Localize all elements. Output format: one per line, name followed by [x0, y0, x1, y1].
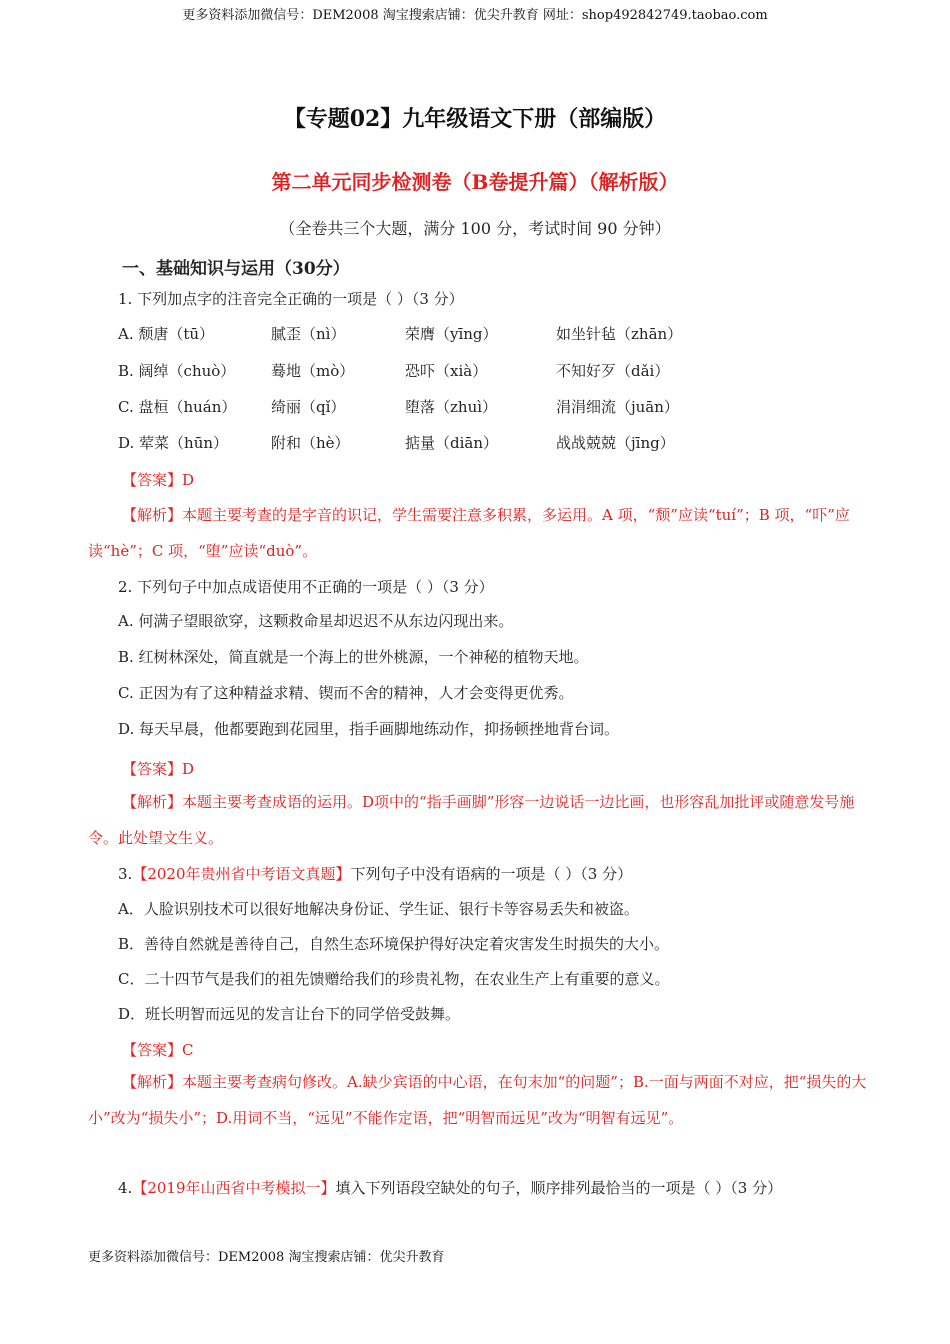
page-subtitle: 第二单元同步检测卷（B卷提升篇）（解析版）	[271, 170, 679, 194]
q3-option-d: D．班长明智而远见的发言让台下的同学倍受鼓舞。	[118, 1005, 461, 1023]
q1-option-b3: 恐吓（xià）	[405, 362, 488, 380]
q2-analysis: 【解析】本题主要考查成语的运用。D项中的“指手画脚”形容一边说话一边比画，也形容乱加批评或随意发号施令。此处望文生义。	[88, 793, 855, 847]
q4-source-tag: 【2019年山西省中考模拟一】	[132, 1179, 336, 1197]
q1-option-c1: C. 盘桓（huán）	[118, 398, 237, 416]
q1-option-b1: B. 阔绰（chuò）	[118, 362, 236, 380]
q2-answer: 【答案】D	[122, 760, 195, 778]
q4-stem: 填入下列语段空缺处的句子，顺序排列最恰当的一项是（ ）（3 分）	[335, 1179, 783, 1197]
q1-option-c2: 绮丽（qǐ）	[271, 398, 346, 416]
q1-option-b4: 不知好歹（dǎi）	[556, 362, 670, 380]
q1-option-d2: 附和（hè）	[271, 434, 350, 452]
q1-option-d4: 战战兢兢（jīng）	[556, 434, 675, 452]
q2-option-a: A. 何满子望眼欲穿，这颗救命星却迟迟不从东边闪现出来。	[118, 612, 514, 630]
q4-number: 4.	[118, 1179, 133, 1197]
q2-stem: 2. 下列句子中加点成语使用不正确的一项是（ ）（3 分）	[118, 578, 494, 596]
q1-option-a3: 荣膺（yīng）	[405, 325, 498, 343]
q2-option-c: C. 正因为有了这种精益求精、锲而不舍的精神，人才会变得更优秀。	[118, 684, 574, 702]
q1-option-b2: 蓦地（mò）	[271, 362, 355, 380]
q1-analysis: 【解析】本题主要考查的是字音的识记，学生需要注意多积累，多运用。A 项，“颓”应读“tuí”；B 项，“吓”应读“hè”；C 项，“堕”应读“duò”。	[88, 506, 850, 560]
page-header: 更多资料添加微信号：DEM2008 淘宝搜索店铺：优尖升教育 网址：shop492842749.taobao.com	[182, 8, 768, 23]
q1-option-c4: 涓涓细流（juān）	[556, 398, 679, 416]
q3-answer: 【答案】C	[122, 1041, 194, 1059]
q3-stem-line	[118, 864, 632, 884]
q3-number: 3.	[118, 865, 133, 883]
q2-option-b: B. 红树林深处，简直就是一个海上的世外桃源，一个神秘的植物天地。	[118, 648, 589, 666]
exam-note: （全卷共三个大题，满分 100 分，考试时间 90 分钟）	[279, 219, 671, 238]
q1-option-a4: 如坐针毡（zhān）	[556, 325, 683, 343]
q1-option-d1: D. 荤菜（hūn）	[118, 434, 229, 452]
q1-stem: 1. 下列加点字的注音完全正确的一项是（ ）（3 分）	[118, 290, 464, 308]
q3-option-b: B．善待自然就是善待自己，自然生态环境保护得好决定着灾害发生时损失的大小。	[118, 935, 670, 953]
q3-analysis: 【解析】本题主要考查病句修改。A.缺少宾语的中心语，在句末加“的问题”；B.一面与两面不对应，把“损失的大小”改为“损失小”；D.用词不当，“远见”不能作定语，把“明智而远见”改为“明智有远见”。	[88, 1073, 867, 1127]
page-footer: 更多资料添加微信号：DEM2008 淘宝搜索店铺：优尖升教育	[88, 1250, 445, 1265]
q3-stem: 下列句子中没有语病的一项是（ ）（3 分）	[350, 865, 633, 883]
q1-option-a1: A. 颓唐（tū）	[118, 325, 215, 343]
q3-option-c: C．二十四节气是我们的祖先馈赠给我们的珍贵礼物，在农业生产上有重要的意义。	[118, 970, 670, 988]
q1-option-d3: 掂量（diān）	[405, 434, 499, 452]
q1-option-c3: 堕落（zhuì）	[405, 398, 498, 416]
q4-stem-line	[88, 1173, 868, 1203]
q1-answer: 【答案】D	[122, 471, 195, 489]
q1-option-a2: 腻歪（nì）	[271, 325, 346, 343]
q2-option-d: D. 每天早晨，他都要跑到花园里，指手画脚地练动作，抑扬顿挫地背台词。	[118, 720, 620, 738]
q3-option-a: A．人脸识别技术可以很好地解决身份证、学生证、银行卡等容易丢失和被盗。	[118, 900, 639, 918]
section-heading: 一、基础知识与运用（30分）	[122, 259, 350, 279]
q3-source-tag: 【2020年贵州省中考语文真题】	[132, 865, 351, 883]
page-title: 【专题02】九年级语文下册（部编版）	[283, 106, 667, 132]
